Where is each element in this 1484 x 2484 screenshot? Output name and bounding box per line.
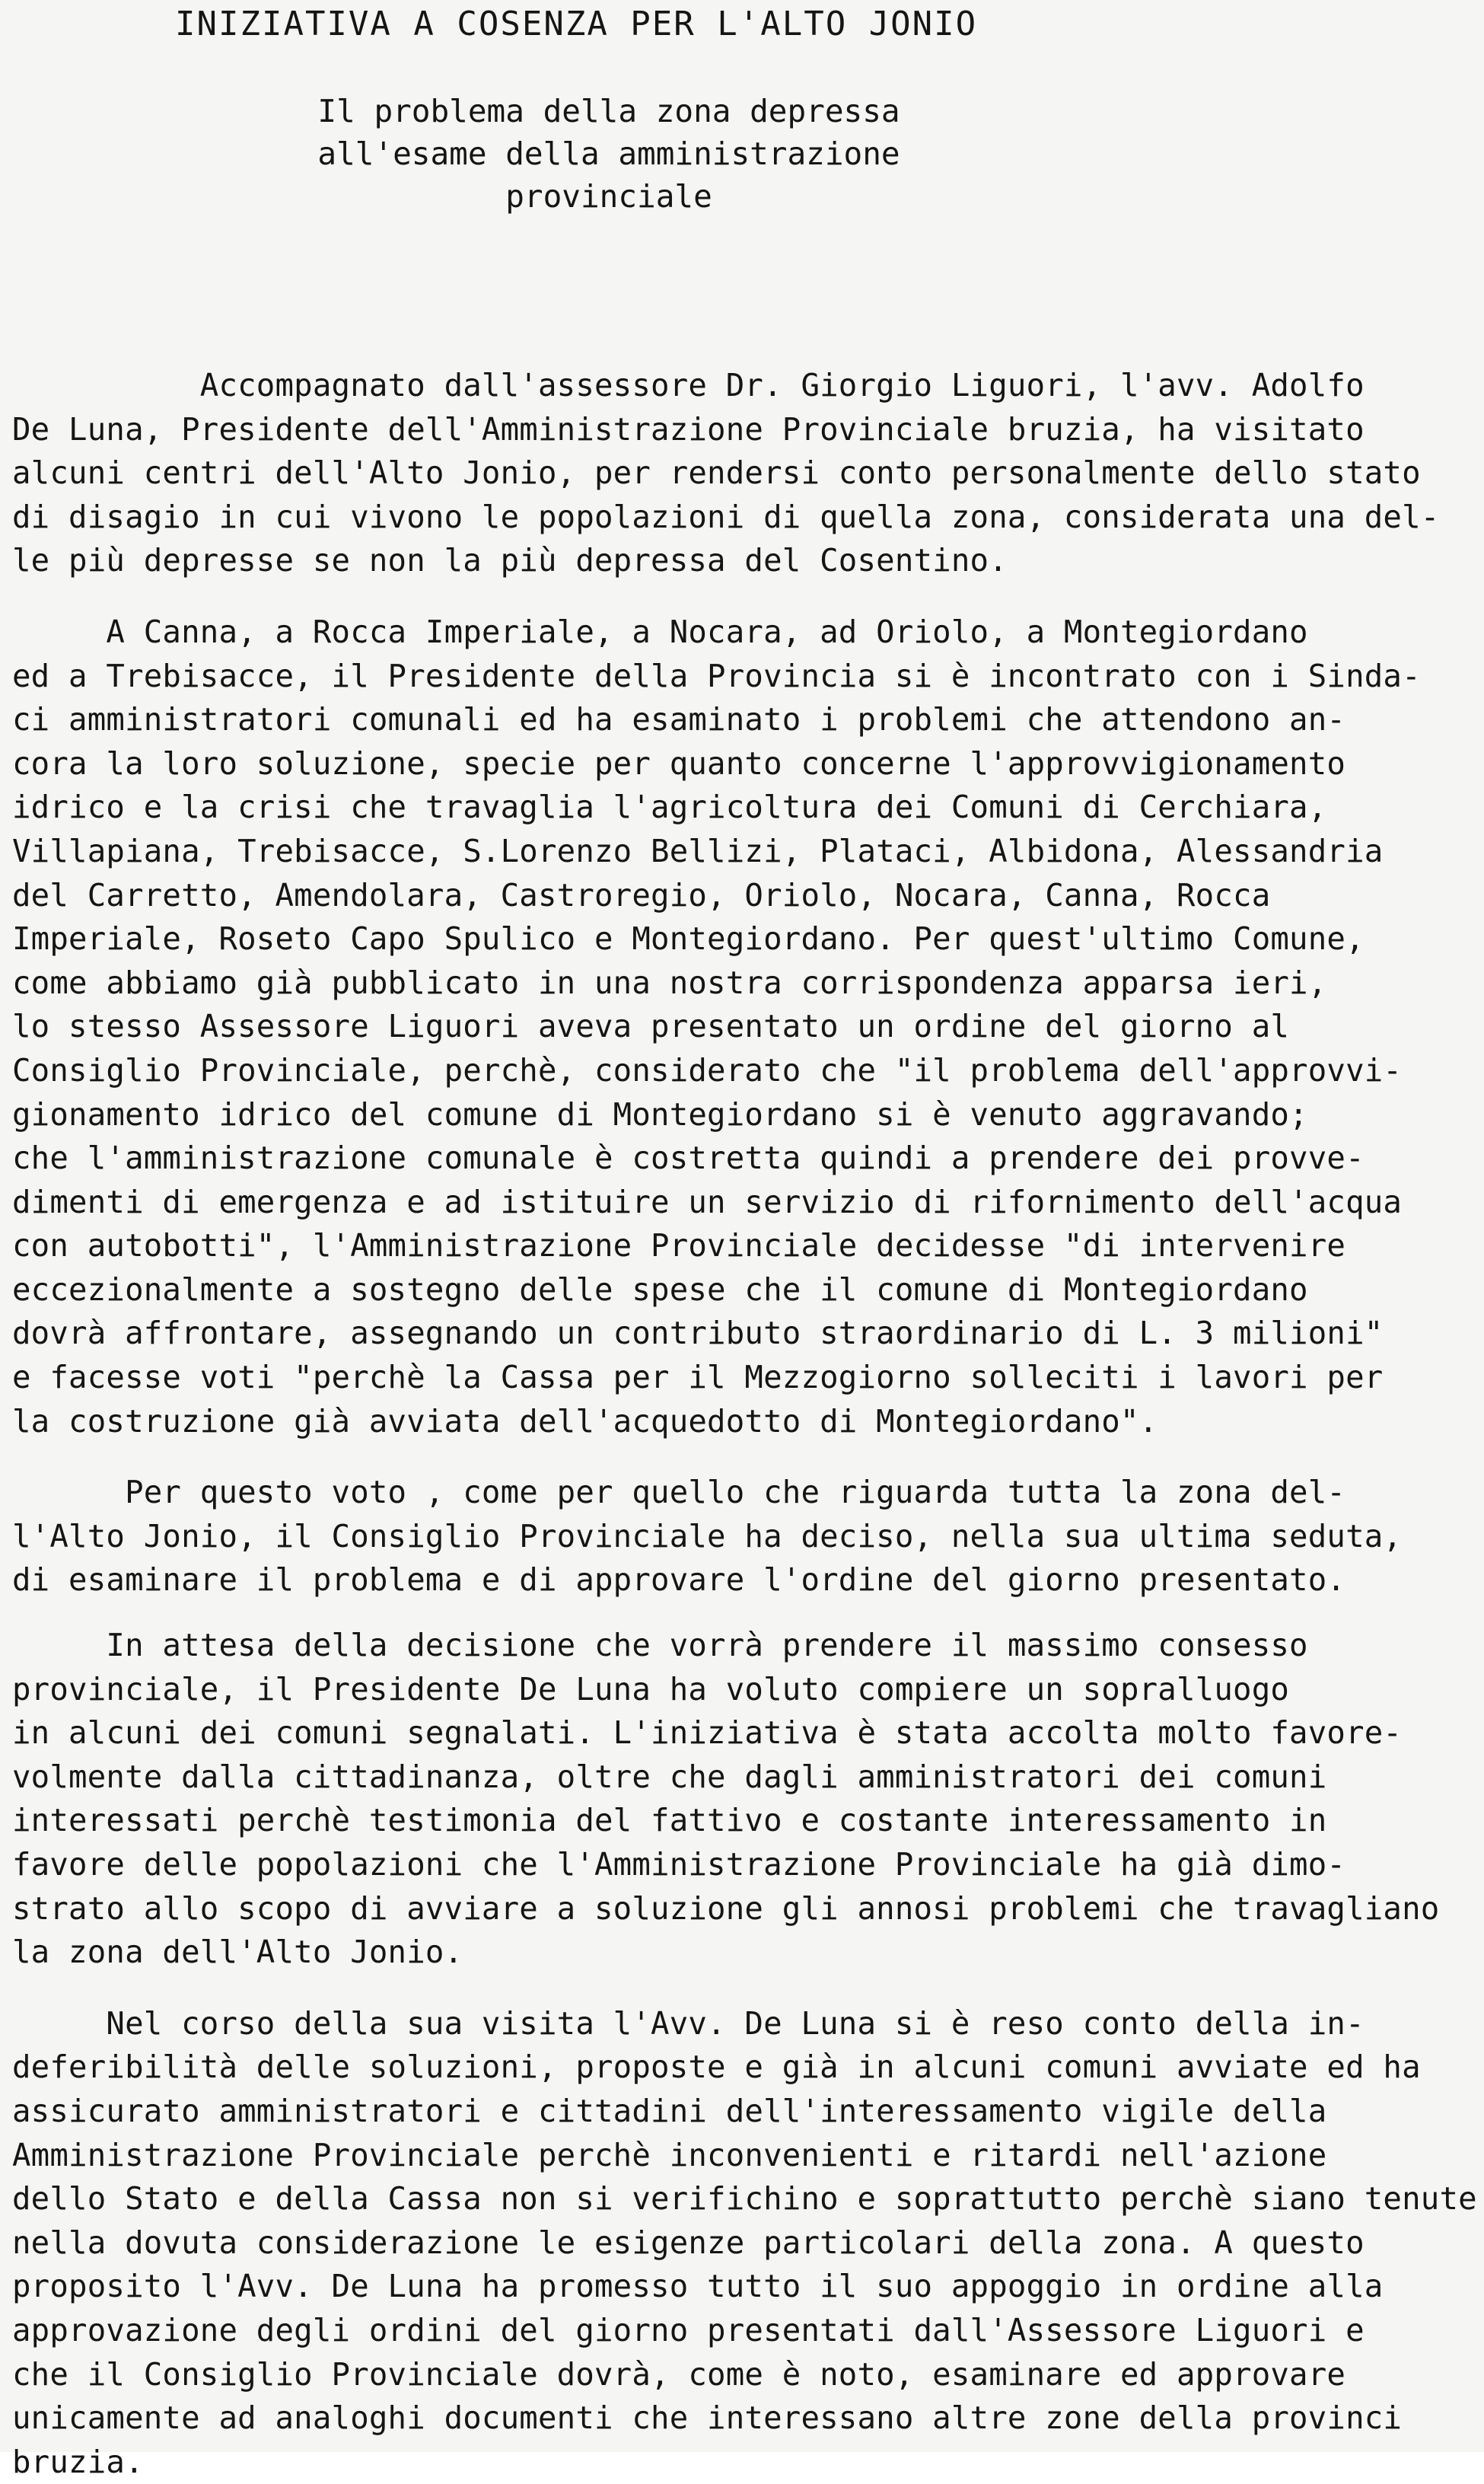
paragraph-line: idrico e la crisi che travaglia l'agricoltura dei Comuni di Cerchiara, (12, 789, 1327, 826)
paragraph-line: del Carretto, Amendolara, Castroregio, Oriolo, Nocara, Canna, Rocca (12, 876, 1271, 914)
subtitle-line: provinciale (505, 178, 712, 215)
article-subtitle (266, 90, 951, 218)
paragraph-line: nella dovuta considerazione le esigenze particolari della zona. A questo (12, 2224, 1365, 2261)
paragraph-line: ci amministratori comunali ed ha esaminato i problemi che attendono an- (12, 701, 1346, 738)
paragraph-line: interessati perchè testimonia del fattivo e costante interessamento in (12, 1802, 1327, 1839)
paragraph-line: cora la loro soluzione, specie per quanto concerne l'approvvigionamento (12, 745, 1346, 782)
paragraph-line: In attesa della decisione che vorrà prendere il massimo consesso (12, 1627, 1308, 1664)
subtitle-line: all'esame della amministrazione (317, 136, 900, 172)
paragraph-line: dimenti di emergenza e ad istituire un servizio di rifornimento dell'acqua (12, 1183, 1403, 1220)
paragraph-line: bruzia. (12, 2443, 144, 2480)
paragraph-line: De Luna, Presidente dell'Amministrazione Provinciale bruzia, ha visitato (12, 410, 1365, 448)
paragraph-line: di disagio in cui vivono le popolazioni di quella zona, considerata una del- (12, 498, 1440, 535)
paragraph-line: dello Stato e della Cassa non si verifichino e soprattutto perchè siano tenute (12, 2180, 1477, 2218)
article-paragraph (12, 611, 1481, 1443)
article-paragraph (12, 1471, 1481, 1602)
paragraph-spacer (12, 1443, 1481, 1471)
paragraph-line: volmente dalla cittadinanza, oltre che dagli amministratori dei comuni (12, 1758, 1327, 1795)
paragraph-line: che l'amministrazione comunale è costretta quindi a prendere dei provve- (12, 1140, 1365, 1177)
article-paragraph (12, 1624, 1481, 1975)
paragraph-line: Nel corso della sua visita l'Avv. De Luna si è reso conto della in- (12, 2004, 1365, 2042)
paragraph-line: provinciale, il Presidente De Luna ha voluto compiere un sopralluogo (12, 1670, 1290, 1708)
article-paragraph (12, 364, 1481, 583)
paragraph-line: con autobotti", l'Amministrazione Provinciale decidesse "di intervenire (12, 1227, 1346, 1264)
paragraph-spacer (12, 583, 1481, 611)
paragraph-line: A Canna, a Rocca Imperiale, a Nocara, ad Oriolo, a Montegiordano (12, 613, 1308, 650)
article-paragraph (12, 2002, 1481, 2484)
paragraph-line: Villapiana, Trebisacce, S.Lorenzo Bellizi, Plataci, Albidona, Alessandria (12, 832, 1384, 869)
paragraph-line: Consiglio Provinciale, perchè, considerato che "il problema dell'approvvi- (12, 1051, 1403, 1089)
paragraph-line: deferibilità delle soluzioni, proposte e già in alcuni comuni avviate ed ha (12, 2049, 1421, 2086)
paragraph-line: Amministrazione Provinciale perchè inconvenienti e ritardi nell'azione (12, 2136, 1327, 2173)
paragraph-line: approvazione degli ordini del giorno presentati dall'Assessore Liguori e (12, 2311, 1365, 2348)
paragraph-line: di esaminare il problema e di approvare l'ordine del giorno presentato. (12, 1561, 1346, 1599)
paragraph-line: proposito l'Avv. De Luna ha promesso tutto il suo appoggio in ordine alla (12, 2268, 1384, 2305)
paragraph-line: dovrà affrontare, assegnando un contributo straordinario di L. 3 milioni" (12, 1315, 1384, 1352)
paragraph-line: come abbiamo già pubblicato in una nostra corrispondenza apparsa ieri, (12, 964, 1327, 1001)
paragraph-line: in alcuni dei comuni segnalati. L'iniziativa è stata accolta molto favore- (12, 1714, 1403, 1752)
paragraph-line: gionamento idrico del comune di Montegiordano si è venuto aggravando; (12, 1095, 1308, 1133)
paragraph-line: favore delle popolazioni che l'Amministrazione Provinciale ha già dimo- (12, 1846, 1346, 1883)
paragraph-line: Per questo voto , come per quello che riguarda tutta la zona del- (12, 1474, 1346, 1511)
subtitle-line: Il problema della zona depressa (317, 93, 900, 129)
paragraph-line: la costruzione già avviata dell'acquedotto di Montegiordano". (12, 1402, 1158, 1440)
article-heading: INIZIATIVA A COSENZA PER L'ALTO JONIO (175, 5, 978, 43)
paragraph-spacer (12, 1975, 1481, 2002)
paragraph-line: che il Consiglio Provinciale dovrà, come è noto, esaminare ed approvare (12, 2355, 1346, 2393)
paragraph-line: eccezionalmente a sostegno delle spese che il comune di Montegiordano (12, 1271, 1308, 1308)
paragraph-spacer (12, 1602, 1481, 1624)
paragraph-line: lo stesso Assessore Liguori aveva presentato un ordine del giorno al (12, 1008, 1290, 1045)
paragraph-line: e facesse voti "perchè la Cassa per il Mezzogiorno solleciti i lavori per (12, 1359, 1384, 1396)
paragraph-line: unicamente ad analoghi documenti che interessano altre zone della provinci (12, 2399, 1403, 2437)
paragraph-line: la zona dell'Alto Jonio. (12, 1934, 463, 1971)
paragraph-line: assicurato amministratori e cittadini dell'interessamento vigile della (12, 2092, 1327, 2129)
article-body (12, 364, 1481, 2484)
paragraph-line: Accompagnato dall'assessore Dr. Giorgio Liguori, l'avv. Adolfo (12, 367, 1365, 403)
paragraph-line: le più depresse se non la più depressa del Cosentino. (12, 542, 1008, 579)
paragraph-line: ed a Trebisacce, il Presidente della Provincia si è incontrato con i Sinda- (12, 657, 1421, 694)
paragraph-line: alcuni centri dell'Alto Jonio, per rendersi conto personalmente dello stato (12, 454, 1421, 492)
paragraph-line: l'Alto Jonio, il Consiglio Provinciale ha deciso, nella sua ultima seduta, (12, 1517, 1403, 1554)
paragraph-line: Imperiale, Roseto Capo Spulico e Montegiordano. Per quest'ultimo Comune, (12, 920, 1365, 958)
paragraph-line: strato allo scopo di avviare a soluzione gli annosi problemi che travagliano (12, 1889, 1440, 1927)
